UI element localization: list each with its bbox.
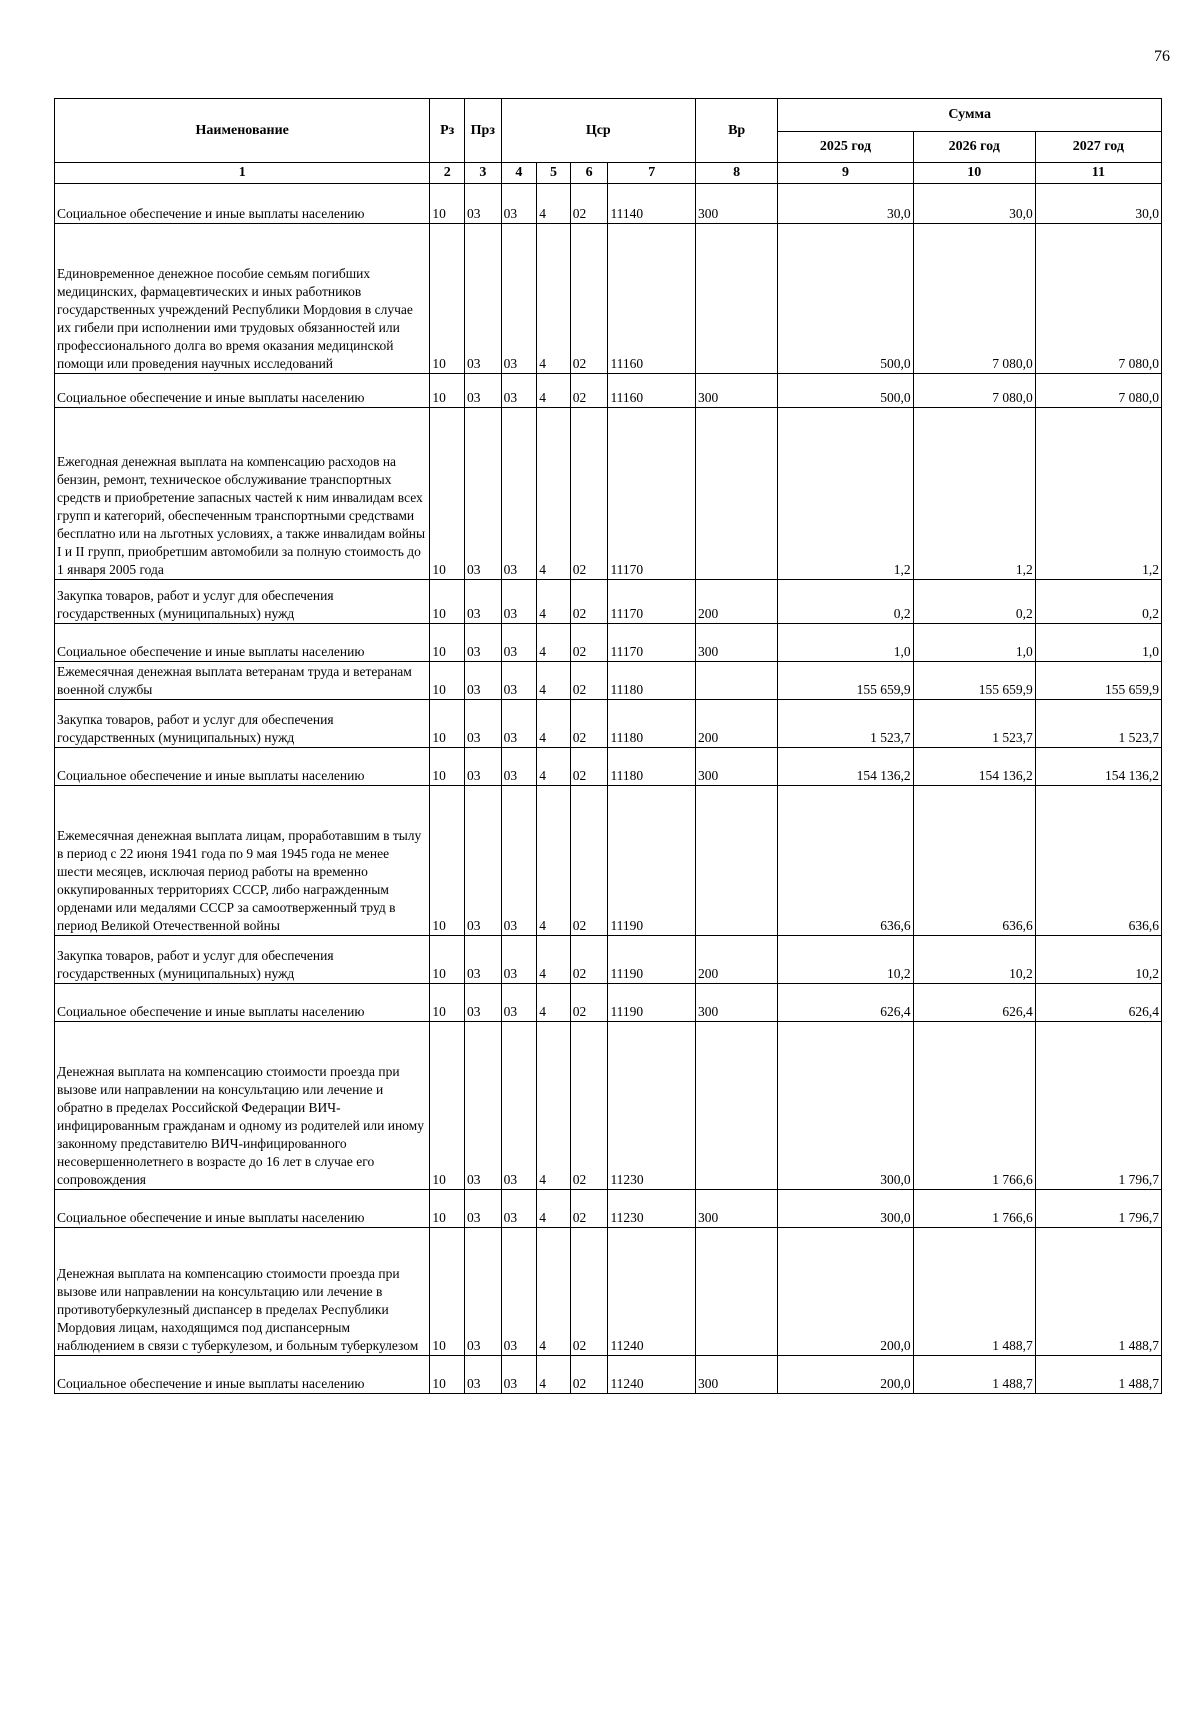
row-csr-subprogram: 02 xyxy=(570,374,608,408)
row-rz: 10 xyxy=(430,184,465,224)
row-sum-2025: 200,0 xyxy=(778,1356,913,1394)
row-vr: 200 xyxy=(695,580,777,624)
header-year-2025: 2025 год xyxy=(778,132,913,163)
row-csr-program: 03 xyxy=(501,408,537,580)
row-vr xyxy=(695,786,777,936)
row-csr-direction: 11190 xyxy=(608,936,696,984)
row-prz: 03 xyxy=(465,224,502,374)
row-rz: 10 xyxy=(430,408,465,580)
row-sum-2025: 300,0 xyxy=(778,1022,913,1190)
row-sum-2025: 636,6 xyxy=(778,786,913,936)
row-vr: 300 xyxy=(695,1190,777,1228)
row-csr-program: 03 xyxy=(501,1356,537,1394)
row-csr-type: 4 xyxy=(537,1356,571,1394)
row-name: Ежемесячная денежная выплата лицам, проработавшим в тылу в период с 22 июня 1941 года по 9 мая 1945 года не менее шести месяцев, исключая период работы на временно оккупированных территориях СССР, либо награжденным орденами или медалями СССР за самоотверженный труд в период Великой Отечественной войны xyxy=(55,786,430,936)
row-csr-direction: 11230 xyxy=(608,1190,696,1228)
row-csr-subprogram: 02 xyxy=(570,1190,608,1228)
row-sum-2026: 1 488,7 xyxy=(913,1356,1035,1394)
row-csr-program: 03 xyxy=(501,184,537,224)
col-number: 4 xyxy=(501,163,537,184)
row-sum-2025: 155 659,9 xyxy=(778,662,913,700)
row-csr-subprogram: 02 xyxy=(570,184,608,224)
row-prz: 03 xyxy=(465,624,502,662)
row-vr xyxy=(695,1022,777,1190)
row-csr-type: 4 xyxy=(537,374,571,408)
row-sum-2027: 636,6 xyxy=(1035,786,1161,936)
row-sum-2025: 1 523,7 xyxy=(778,700,913,748)
row-vr xyxy=(695,662,777,700)
table-row xyxy=(55,936,1162,984)
row-prz: 03 xyxy=(465,408,502,580)
row-name: Единовременное денежное пособие семьям погибших медицинских, фармацевтических и иных работников государственных учреждений Республики Мордовия в случае их гибели при исполнении ими трудовых обязанностей или профессионального долга во время оказания медицинской помощи или проведения научных исследований xyxy=(55,224,430,374)
row-sum-2027: 0,2 xyxy=(1035,580,1161,624)
row-sum-2026: 7 080,0 xyxy=(913,224,1035,374)
row-csr-type: 4 xyxy=(537,662,571,700)
row-csr-program: 03 xyxy=(501,1190,537,1228)
header-sum: Сумма xyxy=(778,99,1162,132)
table-row xyxy=(55,224,1162,374)
row-csr-type: 4 xyxy=(537,580,571,624)
row-sum-2026: 626,4 xyxy=(913,984,1035,1022)
row-prz: 03 xyxy=(465,1022,502,1190)
row-sum-2025: 500,0 xyxy=(778,374,913,408)
row-sum-2025: 10,2 xyxy=(778,936,913,984)
row-csr-subprogram: 02 xyxy=(570,1356,608,1394)
col-number: 11 xyxy=(1035,163,1161,184)
row-sum-2027: 30,0 xyxy=(1035,184,1161,224)
row-csr-program: 03 xyxy=(501,984,537,1022)
row-csr-direction: 11160 xyxy=(608,374,696,408)
row-sum-2027: 1 796,7 xyxy=(1035,1022,1161,1190)
row-sum-2026: 10,2 xyxy=(913,936,1035,984)
table-row xyxy=(55,786,1162,936)
table-row xyxy=(55,624,1162,662)
table-row xyxy=(55,1022,1162,1190)
row-csr-type: 4 xyxy=(537,700,571,748)
row-csr-program: 03 xyxy=(501,624,537,662)
col-number: 7 xyxy=(608,163,696,184)
table-row xyxy=(55,184,1162,224)
row-csr-program: 03 xyxy=(501,580,537,624)
row-name: Закупка товаров, работ и услуг для обеспечения государственных (муниципальных) нужд xyxy=(55,700,430,748)
row-sum-2026: 636,6 xyxy=(913,786,1035,936)
row-csr-subprogram: 02 xyxy=(570,984,608,1022)
row-prz: 03 xyxy=(465,662,502,700)
header-year-2026: 2026 год xyxy=(913,132,1035,163)
header-prz: Прз xyxy=(465,99,502,163)
column-numbers-row xyxy=(55,163,1162,184)
row-csr-program: 03 xyxy=(501,1022,537,1190)
row-sum-2025: 30,0 xyxy=(778,184,913,224)
row-csr-subprogram: 02 xyxy=(570,1228,608,1356)
row-csr-subprogram: 02 xyxy=(570,700,608,748)
row-sum-2026: 1 523,7 xyxy=(913,700,1035,748)
header-vr: Вр xyxy=(695,99,777,163)
row-rz: 10 xyxy=(430,624,465,662)
row-csr-program: 03 xyxy=(501,936,537,984)
col-number: 2 xyxy=(430,163,465,184)
row-rz: 10 xyxy=(430,1356,465,1394)
row-sum-2026: 1 766,6 xyxy=(913,1190,1035,1228)
col-number: 8 xyxy=(695,163,777,184)
budget-table xyxy=(54,98,1162,1394)
col-number: 3 xyxy=(465,163,502,184)
row-csr-program: 03 xyxy=(501,748,537,786)
row-sum-2027: 1 796,7 xyxy=(1035,1190,1161,1228)
row-rz: 10 xyxy=(430,936,465,984)
row-sum-2026: 7 080,0 xyxy=(913,374,1035,408)
table-row xyxy=(55,1356,1162,1394)
row-csr-program: 03 xyxy=(501,662,537,700)
row-sum-2026: 154 136,2 xyxy=(913,748,1035,786)
row-vr: 300 xyxy=(695,1356,777,1394)
table-row xyxy=(55,580,1162,624)
row-name: Ежегодная денежная выплата на компенсацию расходов на бензин, ремонт, техническое обслуживание транспортных средств и приобретение запасных частей к ним инвалидам всех групп и категорий, обеспеченным транспортными средствами бесплатно или на льготных условиях, а также инвалидам войны I и II групп, приобретшим автомобили за полную стоимость до 1 января 2005 года xyxy=(55,408,430,580)
row-sum-2025: 300,0 xyxy=(778,1190,913,1228)
row-csr-type: 4 xyxy=(537,786,571,936)
row-csr-type: 4 xyxy=(537,936,571,984)
row-vr: 300 xyxy=(695,984,777,1022)
row-csr-direction: 11180 xyxy=(608,700,696,748)
row-vr xyxy=(695,408,777,580)
header-rz: Рз xyxy=(430,99,465,163)
row-sum-2027: 7 080,0 xyxy=(1035,374,1161,408)
header-csr: Цср xyxy=(501,99,695,163)
row-sum-2025: 626,4 xyxy=(778,984,913,1022)
row-csr-program: 03 xyxy=(501,1228,537,1356)
row-rz: 10 xyxy=(430,1022,465,1190)
table-row xyxy=(55,1228,1162,1356)
row-sum-2025: 1,0 xyxy=(778,624,913,662)
row-rz: 10 xyxy=(430,224,465,374)
row-prz: 03 xyxy=(465,786,502,936)
row-rz: 10 xyxy=(430,580,465,624)
row-sum-2025: 1,2 xyxy=(778,408,913,580)
row-csr-subprogram: 02 xyxy=(570,786,608,936)
row-rz: 10 xyxy=(430,700,465,748)
row-sum-2027: 1 488,7 xyxy=(1035,1356,1161,1394)
row-prz: 03 xyxy=(465,374,502,408)
row-csr-program: 03 xyxy=(501,374,537,408)
page-number: 76 xyxy=(1154,48,1170,65)
row-sum-2026: 1,0 xyxy=(913,624,1035,662)
row-rz: 10 xyxy=(430,1190,465,1228)
row-sum-2027: 1,0 xyxy=(1035,624,1161,662)
row-sum-2025: 200,0 xyxy=(778,1228,913,1356)
row-vr xyxy=(695,1228,777,1356)
row-csr-type: 4 xyxy=(537,984,571,1022)
row-sum-2025: 154 136,2 xyxy=(778,748,913,786)
row-csr-program: 03 xyxy=(501,224,537,374)
table-body xyxy=(55,184,1162,1394)
row-prz: 03 xyxy=(465,984,502,1022)
row-csr-type: 4 xyxy=(537,408,571,580)
table-row xyxy=(55,700,1162,748)
row-vr: 300 xyxy=(695,374,777,408)
row-name: Социальное обеспечение и иные выплаты населению xyxy=(55,184,430,224)
row-rz: 10 xyxy=(430,374,465,408)
row-name: Социальное обеспечение и иные выплаты населению xyxy=(55,1190,430,1228)
table-row xyxy=(55,374,1162,408)
row-csr-direction: 11230 xyxy=(608,1022,696,1190)
row-csr-subprogram: 02 xyxy=(570,224,608,374)
row-sum-2027: 626,4 xyxy=(1035,984,1161,1022)
row-sum-2026: 155 659,9 xyxy=(913,662,1035,700)
col-number: 5 xyxy=(537,163,571,184)
row-name: Социальное обеспечение и иные выплаты населению xyxy=(55,984,430,1022)
col-number: 6 xyxy=(570,163,608,184)
row-sum-2026: 30,0 xyxy=(913,184,1035,224)
row-name: Социальное обеспечение и иные выплаты населению xyxy=(55,1356,430,1394)
row-rz: 10 xyxy=(430,662,465,700)
row-csr-direction: 11170 xyxy=(608,580,696,624)
header-name: Наименование xyxy=(55,99,430,163)
row-name: Закупка товаров, работ и услуг для обеспечения государственных (муниципальных) нужд xyxy=(55,936,430,984)
row-csr-direction: 11190 xyxy=(608,786,696,936)
row-prz: 03 xyxy=(465,1356,502,1394)
row-csr-direction: 11240 xyxy=(608,1356,696,1394)
table-row xyxy=(55,408,1162,580)
table-row xyxy=(55,662,1162,700)
row-vr: 200 xyxy=(695,700,777,748)
row-csr-direction: 11170 xyxy=(608,624,696,662)
row-sum-2025: 0,2 xyxy=(778,580,913,624)
row-rz: 10 xyxy=(430,984,465,1022)
row-csr-program: 03 xyxy=(501,700,537,748)
row-prz: 03 xyxy=(465,748,502,786)
row-rz: 10 xyxy=(430,1228,465,1356)
row-csr-program: 03 xyxy=(501,786,537,936)
col-number: 10 xyxy=(913,163,1035,184)
row-csr-type: 4 xyxy=(537,748,571,786)
row-csr-direction: 11140 xyxy=(608,184,696,224)
row-sum-2025: 500,0 xyxy=(778,224,913,374)
row-csr-subprogram: 02 xyxy=(570,936,608,984)
row-rz: 10 xyxy=(430,748,465,786)
row-sum-2027: 154 136,2 xyxy=(1035,748,1161,786)
row-prz: 03 xyxy=(465,700,502,748)
row-sum-2026: 1 488,7 xyxy=(913,1228,1035,1356)
row-csr-type: 4 xyxy=(537,1228,571,1356)
row-sum-2027: 7 080,0 xyxy=(1035,224,1161,374)
table-row xyxy=(55,748,1162,786)
row-sum-2026: 0,2 xyxy=(913,580,1035,624)
row-name: Денежная выплата на компенсацию стоимости проезда при вызове или направлении на консультацию или лечение и обратно в пределах Российской Федерации ВИЧ-инфицированным гражданам и одному из родителей или иному законному представителю ВИЧ-инфицированного несовершеннолетнего в возрасте до 16 лет в случае его сопровождения xyxy=(55,1022,430,1190)
header-year-2027: 2027 год xyxy=(1035,132,1161,163)
row-sum-2027: 1 523,7 xyxy=(1035,700,1161,748)
row-csr-subprogram: 02 xyxy=(570,662,608,700)
row-csr-direction: 11190 xyxy=(608,984,696,1022)
row-csr-type: 4 xyxy=(537,1190,571,1228)
row-csr-direction: 11240 xyxy=(608,1228,696,1356)
row-vr: 300 xyxy=(695,184,777,224)
row-sum-2027: 155 659,9 xyxy=(1035,662,1161,700)
row-name: Денежная выплата на компенсацию стоимости проезда при вызове или направлении на консультацию или лечение в противотуберкулезный диспансер в пределах Республики Мордовия лицам, находящимся под диспансерным наблюдением в связи с туберкулезом, и больным туберкулезом xyxy=(55,1228,430,1356)
row-vr: 300 xyxy=(695,624,777,662)
row-vr: 300 xyxy=(695,748,777,786)
row-csr-subprogram: 02 xyxy=(570,748,608,786)
row-prz: 03 xyxy=(465,936,502,984)
row-prz: 03 xyxy=(465,580,502,624)
row-name: Социальное обеспечение и иные выплаты населению xyxy=(55,374,430,408)
row-prz: 03 xyxy=(465,1190,502,1228)
row-vr xyxy=(695,224,777,374)
row-csr-type: 4 xyxy=(537,184,571,224)
row-csr-direction: 11180 xyxy=(608,748,696,786)
row-csr-subprogram: 02 xyxy=(570,580,608,624)
table-header xyxy=(55,99,1162,184)
row-name: Закупка товаров, работ и услуг для обеспечения государственных (муниципальных) нужд xyxy=(55,580,430,624)
row-sum-2027: 1,2 xyxy=(1035,408,1161,580)
row-csr-subprogram: 02 xyxy=(570,408,608,580)
row-csr-subprogram: 02 xyxy=(570,1022,608,1190)
row-prz: 03 xyxy=(465,1228,502,1356)
row-csr-subprogram: 02 xyxy=(570,624,608,662)
row-csr-type: 4 xyxy=(537,1022,571,1190)
col-number: 1 xyxy=(55,163,430,184)
table-row xyxy=(55,984,1162,1022)
row-vr: 200 xyxy=(695,936,777,984)
row-sum-2027: 1 488,7 xyxy=(1035,1228,1161,1356)
row-name: Ежемесячная денежная выплата ветеранам труда и ветеранам военной службы xyxy=(55,662,430,700)
row-rz: 10 xyxy=(430,786,465,936)
row-csr-type: 4 xyxy=(537,624,571,662)
row-name: Социальное обеспечение и иные выплаты населению xyxy=(55,748,430,786)
row-prz: 03 xyxy=(465,184,502,224)
row-csr-direction: 11180 xyxy=(608,662,696,700)
col-number: 9 xyxy=(778,163,913,184)
row-csr-direction: 11160 xyxy=(608,224,696,374)
row-sum-2026: 1 766,6 xyxy=(913,1022,1035,1190)
table-row xyxy=(55,1190,1162,1228)
row-sum-2026: 1,2 xyxy=(913,408,1035,580)
row-csr-type: 4 xyxy=(537,224,571,374)
row-sum-2027: 10,2 xyxy=(1035,936,1161,984)
row-csr-direction: 11170 xyxy=(608,408,696,580)
row-name: Социальное обеспечение и иные выплаты населению xyxy=(55,624,430,662)
